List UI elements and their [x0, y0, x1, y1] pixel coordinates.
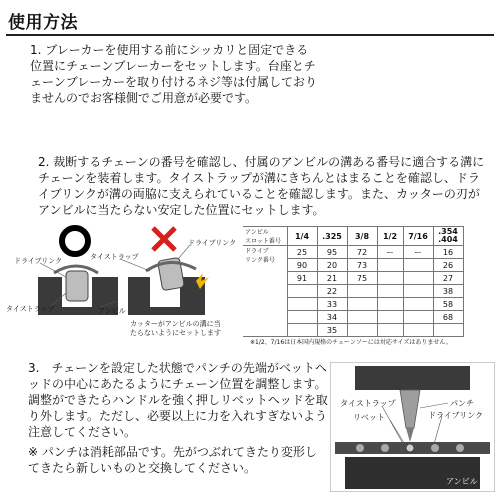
column-header: 1/4 [287, 227, 317, 246]
table-cell [347, 311, 377, 324]
table-cell [403, 259, 433, 272]
label-tie-strap: タイストラップ [340, 399, 396, 408]
punch-note: ※ パンチは消耗部品です。先がつぶれてきたり変形してきたら新しいものと交換してください。 [28, 445, 317, 475]
column-header: .354 .404 [433, 227, 463, 246]
punch-alignment-diagram [330, 362, 495, 492]
table-cell: 58 [433, 298, 463, 311]
column-header: 1/2 [377, 227, 403, 246]
table-cell [287, 298, 317, 311]
column-header: 3/8 [347, 227, 377, 246]
label-drive-link-right: ドライブリンク [188, 239, 237, 247]
label-tie-strap-mid: タイストラップ [90, 253, 139, 261]
column-header: 7/16 [403, 227, 433, 246]
table-cell [377, 324, 403, 337]
table-cell: 20 [317, 259, 347, 272]
table-cell [347, 285, 377, 298]
table-cell: 33 [317, 298, 347, 311]
table-cell: 22 [317, 285, 347, 298]
table-cell [347, 324, 377, 337]
label-tie-strap-left: タイストラップ [6, 305, 55, 313]
good-circle-icon [62, 228, 88, 254]
anvil-slot-table [243, 226, 464, 337]
table-cell: ー [403, 246, 433, 259]
table-cell: 91 [287, 272, 317, 285]
page-title: 使用方法 [8, 13, 78, 33]
table-cell: 35 [317, 324, 347, 337]
table-row [243, 246, 463, 259]
label-drive-link: ドライブリンク [428, 411, 484, 420]
table-cell [433, 324, 463, 337]
table-footnote: ※1/2、7/16は日本国内規格のチェーンソーには対応サイズはありません。 [250, 339, 452, 346]
label-cutter-note: カッターがアンビルの溝に当たらないようにセットします [130, 320, 221, 337]
table-cell: 68 [433, 311, 463, 324]
bad-cross-icon [153, 228, 175, 250]
table-cell: 34 [317, 311, 347, 324]
table-corner-label: アンビル スロット番号 [243, 227, 287, 246]
table-cell [377, 272, 403, 285]
title-divider [6, 34, 494, 36]
table-cell: 26 [433, 259, 463, 272]
table-cell [403, 324, 433, 337]
table-cell [377, 298, 403, 311]
label-anvil: アンビル [98, 307, 126, 315]
table-cell [377, 259, 403, 272]
step-2-text: 2. 裁断するチェーンの番号を確認し、付属のアンビルの溝ある番号に適合する溝にチェーンを装着します。タイストラップが溝にきちんとはまることを確認し、ドライブリンクが溝の両脇に支えられていることを確認します。また、カッターの刃がアンビルに当たらない安定した位置にセットします。 [38, 155, 485, 217]
table-cell [287, 324, 317, 337]
step-3-text: 3. チェーンを設定した状態でパンチの先端がベットヘッドの中心にあたるようにチェーン位置を調整します。調整ができたらハンドルを強く押しリベットヘッドを取り外します。ただし、必要以上に力を入れすぎないよう注意してください。 [28, 361, 328, 439]
table-header-row [243, 227, 463, 246]
table-cell [377, 285, 403, 298]
table-cell [403, 311, 433, 324]
label-punch: パンチ [450, 399, 474, 408]
table-cell: 16 [433, 246, 463, 259]
table-cell [403, 285, 433, 298]
table-cell [403, 272, 433, 285]
table-cell: 95 [317, 246, 347, 259]
label-rivet: リベット [353, 413, 385, 422]
rivet-head [406, 444, 414, 452]
table-cell: 90 [287, 259, 317, 272]
table-cell [347, 298, 377, 311]
table-row-label: ドライブ リンク番号 [243, 246, 287, 337]
table-cell: ー [377, 246, 403, 259]
table-cell [377, 311, 403, 324]
table-cell: 72 [347, 246, 377, 259]
table-cell: 75 [347, 272, 377, 285]
table-cell: 27 [433, 272, 463, 285]
label-anvil-bottom: アンビル [446, 477, 478, 486]
table-cell: 21 [317, 272, 347, 285]
step-1-text: 1. ブレーカーを使用する前にシッカリと固定できる位置にチェーンブレーカーをセットします。台座とチェーンブレーカーを取り付けるネジ等は付属しておりませんのでお客様側でご用意が必要です。 [30, 43, 318, 105]
table-cell [287, 285, 317, 298]
table-cell: 73 [347, 259, 377, 272]
table-cell: 25 [287, 246, 317, 259]
table-cell [403, 298, 433, 311]
table-cell [287, 311, 317, 324]
punch-holder [355, 366, 470, 390]
table-cell: 38 [433, 285, 463, 298]
column-header: .325 [317, 227, 347, 246]
label-drive-link-left: ドライブリンク [14, 257, 63, 265]
drive-link-left [66, 271, 88, 301]
